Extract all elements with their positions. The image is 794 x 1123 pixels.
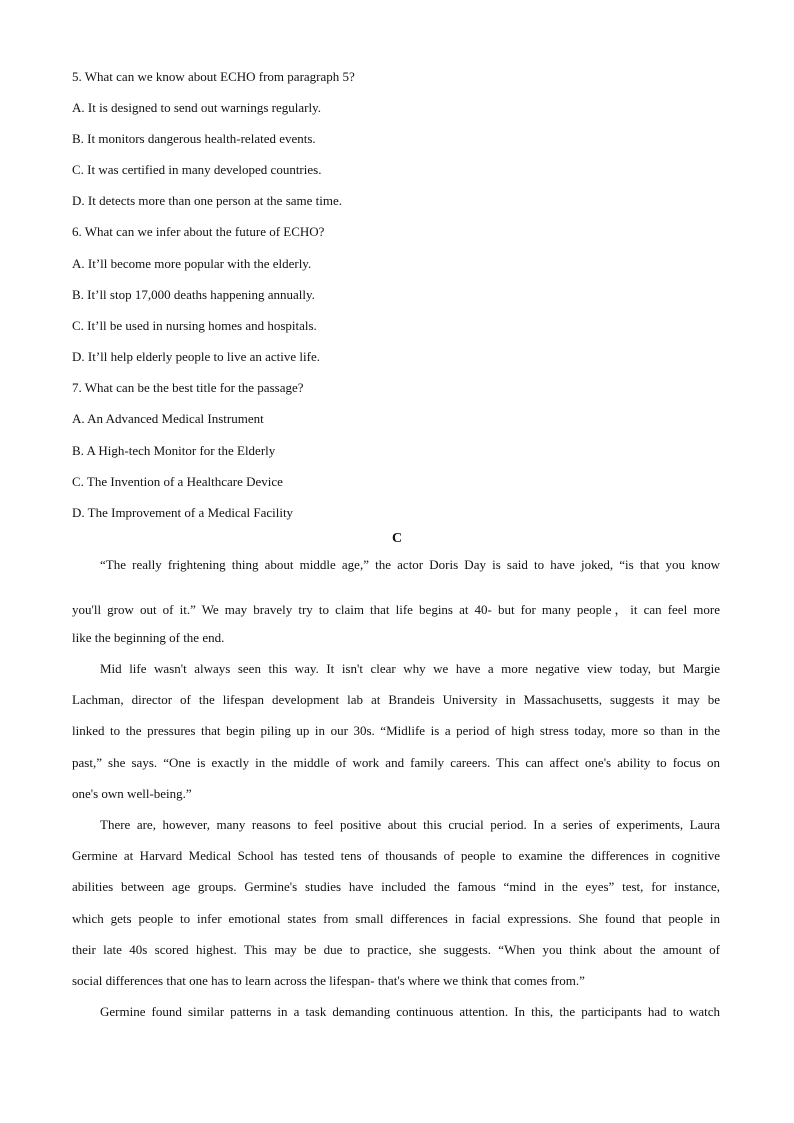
passage-line: “The really frightening thing about middle age,” the actor Doris Day is said to have joked, “is that you know [100,557,720,572]
question-5-option-a: A. It is designed to send out warnings regularly. [72,100,321,115]
passage-line: you'll grow out of it.” We may bravely try to claim that life begins at 40- but for many people，it can feel more [72,602,720,617]
question-6-option-b: B. It’ll stop 17,000 deaths happening annually. [72,287,315,302]
passage-line: past,” she says. “One is exactly in the middle of work and family careers. This can affect one's ability to focus on [72,755,720,770]
passage-line: social differences that one has to learn across the lifespan- that's where we think that comes from.” [72,973,585,988]
passage-line: their late 40s scored highest. This may be due to practice, she suggests. “When you think about the amount of [72,942,720,957]
passage-line: Lachman, director of the lifespan development lab at Brandeis University in Massachusetts, suggests it may be [72,692,720,707]
question-7-stem: 7. What can be the best title for the passage? [72,380,304,395]
section-heading: C [391,531,403,546]
passage-line: abilities between age groups. Germine's studies have included the famous “mind in the eyes” test, for instance, [72,879,720,894]
question-6-stem: 6. What can we infer about the future of ECHO? [72,224,325,239]
passage-line: Mid life wasn't always seen this way. It isn't clear why we have a more negative view today, but Margie [100,661,720,676]
passage-line: There are, however, many reasons to feel positive about this crucial period. In a series of experiments, Laura [100,817,720,832]
question-5-stem: 5. What can we know about ECHO from paragraph 5? [72,69,355,84]
question-6-option-a: A. It’ll become more popular with the elderly. [72,256,312,271]
question-6-option-d: D. It’ll help elderly people to live an active life. [72,349,320,364]
passage-line: which gets people to infer emotional states from small differences in facial expressions. She found that people in [72,911,720,926]
passage-line: like the beginning of the end. [72,630,225,645]
passage-line: Germine found similar patterns in a task demanding continuous attention. In this, the participants had to watch [100,1004,720,1019]
question-7-option-b: B. A High-tech Monitor for the Elderly [72,443,276,458]
question-7-option-d: D. The Improvement of a Medical Facility [72,505,294,520]
question-5-option-c: C. It was certified in many developed countries. [72,162,322,177]
question-7-option-c: C. The Invention of a Healthcare Device [72,474,283,489]
question-6-option-c: C. It’ll be used in nursing homes and hospitals. [72,318,317,333]
passage-line: Germine at Harvard Medical School has tested tens of thousands of people to examine the differences in cognitive [72,848,720,863]
passage-line: linked to the pressures that begin piling up in our 30s. “Midlife is a period of high stress today, more so than in the [72,723,720,738]
question-5-option-b: B. It monitors dangerous health-related events. [72,131,316,146]
question-7-option-a: A. An Advanced Medical Instrument [72,411,264,426]
question-5-option-d: D. It detects more than one person at the same time. [72,193,343,208]
passage-line: one's own well-being.” [72,786,192,801]
